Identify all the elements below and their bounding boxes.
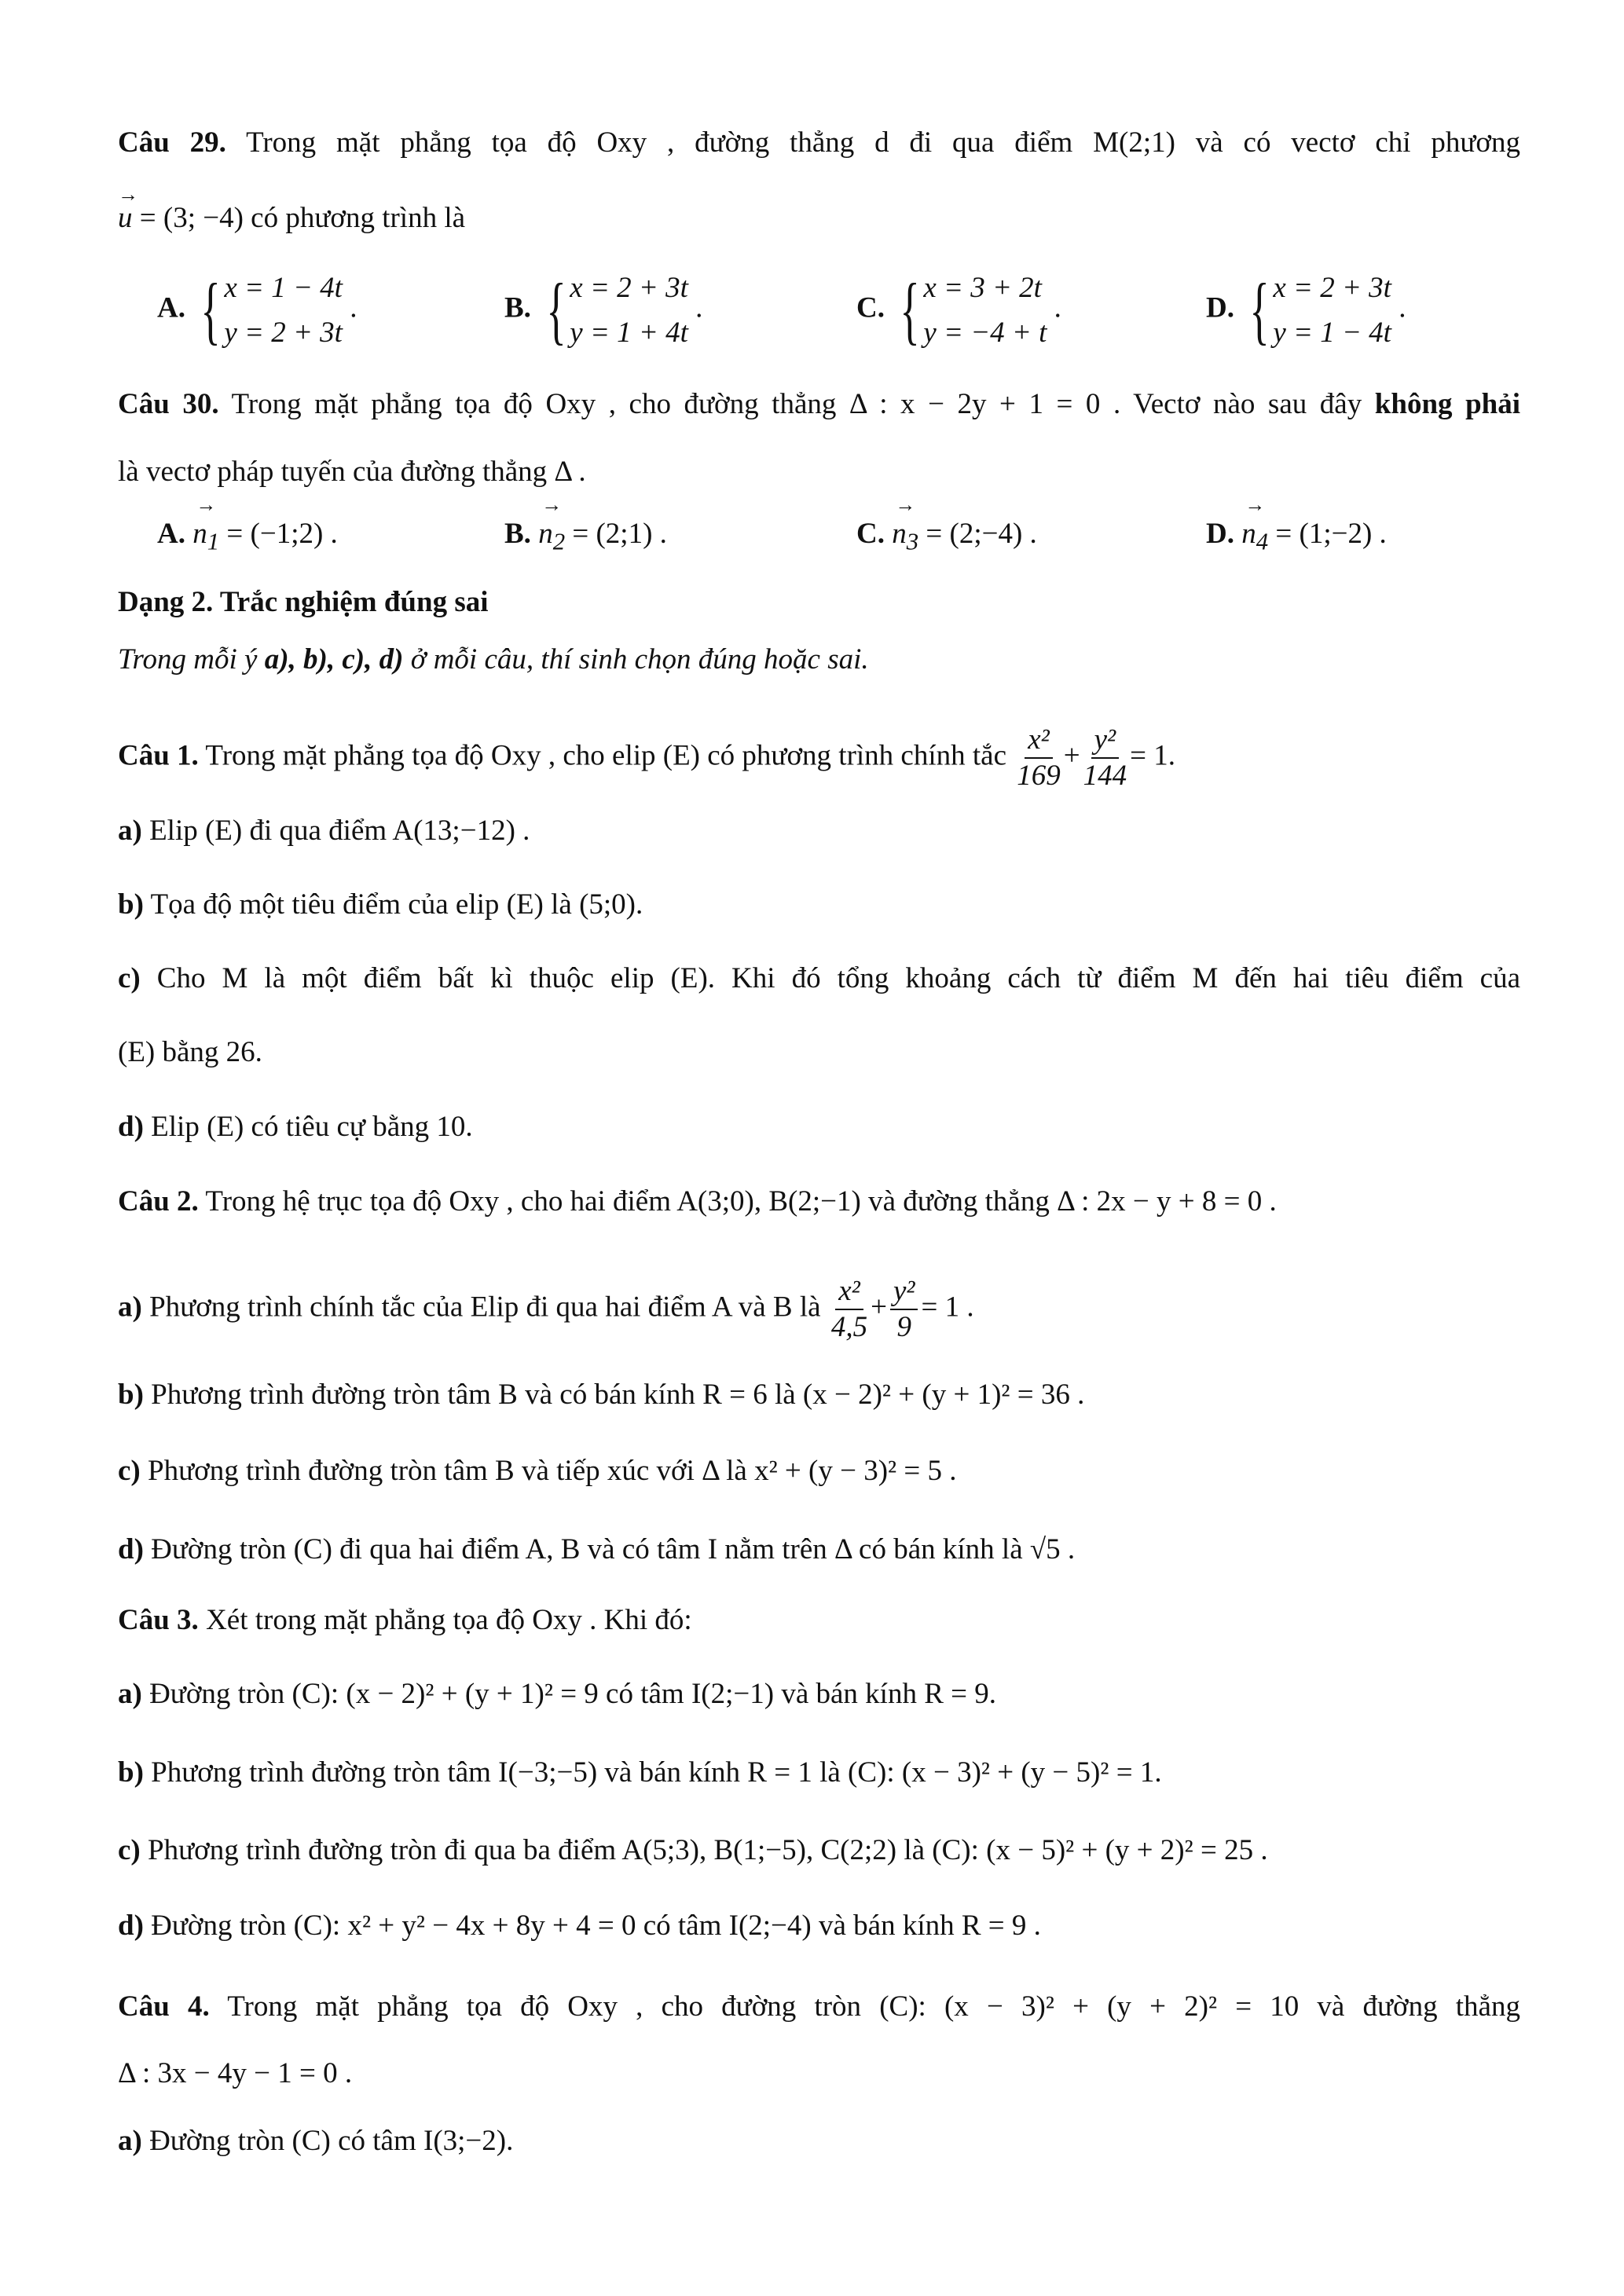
question-label: Câu 1. bbox=[118, 739, 199, 772]
q30-line2: là vectơ pháp tuyến của đường thẳng Δ . bbox=[118, 456, 586, 488]
question-label: Câu 29. bbox=[118, 126, 226, 159]
vector-u: → u bbox=[118, 201, 133, 236]
option-label: B. bbox=[504, 291, 531, 324]
q29-line2 bbox=[118, 201, 1520, 236]
c2-stem: Câu 2. Trong hệ trục tọa độ Oxy , cho hai điểm A(3;0), B(2;−1) và đường thẳng Δ : 2x − y + 8 = 0 . bbox=[118, 1185, 1277, 1218]
emphasis: không phải bbox=[1374, 388, 1521, 420]
equation-x: x = 1 − 4t bbox=[224, 272, 343, 304]
q29-option-c[interactable]: C. { x = 3 + 2t y = −4 + t . bbox=[856, 268, 1061, 352]
option-label: C. bbox=[856, 291, 885, 324]
q30-option-b[interactable]: B. → $n_2$ = (2;1) . bbox=[504, 517, 667, 555]
fraction: $\frac{\text{y²}}{9}$ bbox=[890, 1274, 918, 1345]
c3-stem: Câu 3. Xét trong mặt phẳng tọa độ Oxy . Khi đó: bbox=[118, 1604, 692, 1636]
q30-option-c[interactable]: C. → $n_3$ = (2;−4) . bbox=[856, 517, 1037, 555]
equation-x: x = 2 + 3t bbox=[1273, 272, 1391, 304]
option-label: D. bbox=[1206, 291, 1234, 324]
fraction: $\frac{\text{y²}}{144}$ bbox=[1083, 723, 1127, 792]
option-label: D. bbox=[1206, 518, 1234, 550]
q30-option-a[interactable]: A. → $n_1$ = (−1;2) . bbox=[157, 517, 338, 555]
option-label: C. bbox=[856, 518, 885, 550]
q29-option-d[interactable]: D. { x = 2 + 3t y = 1 − 4t . bbox=[1206, 268, 1406, 352]
option-label: B. bbox=[504, 518, 531, 550]
fraction: $\frac{\text{x²}}{4,5}$ bbox=[830, 1275, 868, 1343]
question-label: Câu 4. bbox=[118, 1990, 210, 2023]
c1-item-d[interactable]: d) Elip (E) có tiêu cự bằng 10. bbox=[118, 1111, 473, 1143]
question-label: Câu 30. bbox=[118, 388, 219, 420]
q30-option-d[interactable]: D. → $n_4$ = (1;−2) . bbox=[1206, 517, 1387, 555]
equation-y: y = 1 + 4t bbox=[570, 317, 688, 349]
option-label: A. bbox=[157, 518, 185, 550]
c3-item-b[interactable]: b) Phương trình đường tròn tâm I(−3;−5) và bán kính R = 1 là (C): (x − 3)² + (y − 5)² = 1. bbox=[118, 1756, 1162, 1789]
section-instructions: Trong mỗi ý a), b), c), d) ở mỗi câu, thí sinh chọn đúng hoặc sai. bbox=[118, 643, 869, 676]
equation-y: y = 2 + 3t bbox=[224, 317, 343, 349]
c1-item-b[interactable]: b) Tọa độ một tiêu điểm của elip (E) là (5;0). bbox=[118, 888, 643, 921]
c4-item-a[interactable]: a) Đường tròn (C) có tâm I(3;−2). bbox=[118, 2125, 514, 2157]
c4-stem: Câu 4. Trong mặt phẳng tọa độ Oxy , cho đường tròn (C): (x − 3)² + (y + 2)² = 10 và đường thẳng bbox=[118, 1990, 1520, 2023]
c2-item-b[interactable]: b) Phương trình đường tròn tâm B và có bán kính R = 6 là (x − 2)² + (y + 1)² = 36 . bbox=[118, 1379, 1085, 1411]
vector-n: → $n_2$ bbox=[538, 517, 565, 555]
equation-y: y = −4 + t bbox=[923, 317, 1047, 349]
question-label: Câu 3. bbox=[118, 1604, 199, 1636]
c2-item-a[interactable]: a) Phương trình chính tắc của Elip đi qua hai điểm A và B là $\frac{\text{x²}}{4,5}$ + $\frac{\text{y²}}{9}$ = 1 . bbox=[118, 1275, 974, 1343]
c3-item-a[interactable]: a) Đường tròn (C): (x − 2)² + (y + 1)² = 9 có tâm I(2;−1) và bán kính R = 9. bbox=[118, 1678, 996, 1710]
option-label: A. bbox=[157, 291, 185, 324]
vector-n: → $n_4$ bbox=[1241, 517, 1268, 555]
c1-stem: Câu 1. Trong mặt phẳng tọa độ Oxy , cho elip (E) có phương trình chính tắc $\frac{\text{x²}}{169}$ + $\frac{\text{y²}}{144}$ = 1. bbox=[118, 723, 1176, 792]
c3-item-d[interactable]: d) Đường tròn (C): x² + y² − 4x + 8y + 4 = 0 có tâm I(2;−4) và bán kính R = 9 . bbox=[118, 1910, 1041, 1942]
c2-item-c[interactable]: c) Phương trình đường tròn tâm B và tiếp xúc với Δ là x² + (y − 3)² = 5 . bbox=[118, 1455, 957, 1487]
c4-stem-cont: Δ : 3x − 4y − 1 = 0 . bbox=[118, 2057, 353, 2089]
c2-item-d[interactable]: d) Đường tròn (C) đi qua hai điểm A, B và có tâm I nằm trên Δ có bán kính là √5 . bbox=[118, 1533, 1076, 1565]
c3-item-c[interactable]: c) Phương trình đường tròn đi qua ba điểm A(5;3), B(1;−5), C(2;2) là (C): (x − 5)² + (y + 2)² = 25 . bbox=[118, 1834, 1268, 1866]
q29-option-b[interactable]: B. { x = 2 + 3t y = 1 + 4t . bbox=[504, 268, 703, 352]
vector-n: → $n_3$ bbox=[892, 517, 918, 555]
c1-item-c[interactable]: c) Cho M là một điểm bất kì thuộc elip (E). Khi đó tổng khoảng cách từ điểm M đến hai tiêu điểm của bbox=[118, 962, 1520, 994]
c1-item-c-cont: (E) bằng 26. bbox=[118, 1036, 262, 1068]
question-text: Trong mặt phẳng tọa độ Oxy , đường thẳng d đi qua điểm M(2;1) và có vectơ chỉ phương bbox=[246, 126, 1520, 159]
fraction: $\frac{\text{x²}}{169}$ bbox=[1017, 723, 1061, 792]
equation-x: x = 2 + 3t bbox=[570, 272, 688, 304]
q30-line1 bbox=[118, 387, 1520, 422]
equation-y: y = 1 − 4t bbox=[1273, 317, 1391, 349]
question-text: Trong mặt phẳng tọa độ Oxy , cho đường thẳng Δ : x − 2y + 1 = 0 . Vectơ nào sau đây bbox=[231, 388, 1362, 420]
vector-n: → $n_1$ bbox=[192, 517, 219, 555]
question-label: Câu 2. bbox=[118, 1185, 199, 1218]
c1-item-a[interactable]: a) Elip (E) đi qua điểm A(13;−12) . bbox=[118, 815, 530, 847]
question-text: = (3; −4) có phương trình là bbox=[132, 202, 466, 234]
equation-x: x = 3 + 2t bbox=[923, 272, 1042, 304]
section-title: Dạng 2. Trắc nghiệm đúng sai bbox=[118, 586, 489, 618]
q29-option-a[interactable]: A. { x = 1 − 4t y = 2 + 3t . bbox=[157, 268, 357, 352]
q29-line1 bbox=[118, 126, 1520, 160]
